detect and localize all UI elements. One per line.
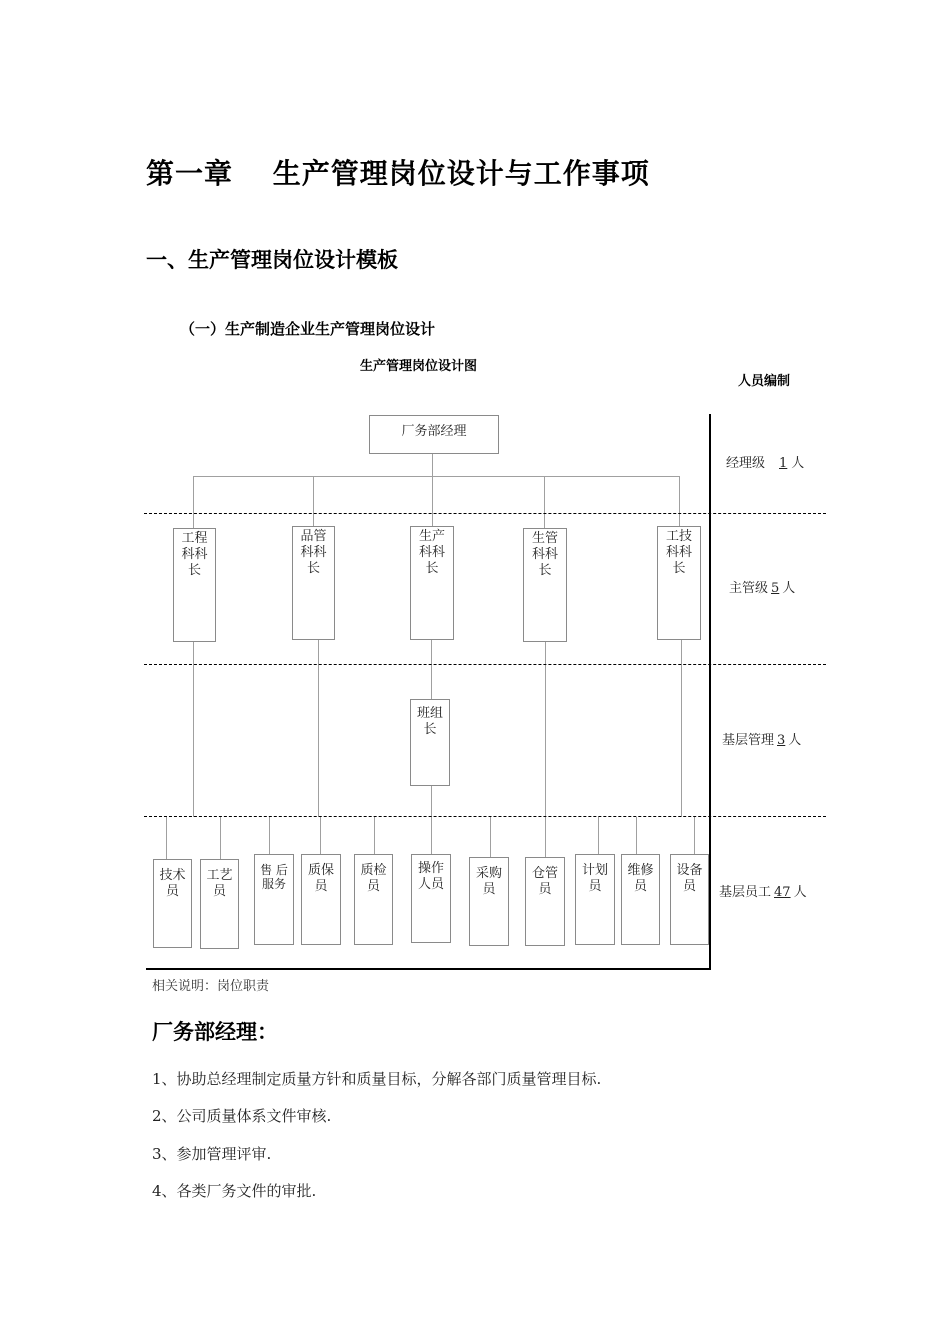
- org-node-supervisor: 工程科科长: [173, 528, 216, 642]
- duty-item: 1、协助总经理制定质量方针和质量目标，分解各部门质量管理目标.: [152, 1070, 602, 1088]
- connector-line: [636, 817, 637, 855]
- connector-line: [679, 476, 680, 527]
- connector-line: [193, 476, 194, 529]
- duty-item: 4、各类厂务文件的审批.: [152, 1182, 317, 1200]
- connector-line: [598, 817, 599, 855]
- connector-line: [193, 476, 679, 477]
- org-node-supervisor: 工技科科长: [657, 526, 701, 640]
- org-node-staff: 技术员: [153, 859, 192, 948]
- connector-line: [318, 639, 319, 817]
- connector-line: [166, 817, 167, 860]
- org-node-supervisor: 品管科科长: [292, 526, 335, 640]
- level-divider: [144, 816, 826, 817]
- connector-line: [694, 817, 695, 855]
- duty-item: 2、公司质量体系文件审核.: [152, 1107, 332, 1125]
- connector-line: [320, 817, 321, 855]
- org-node-staff: 售 后服务: [254, 854, 294, 945]
- connector-line: [220, 817, 221, 860]
- chart-frame-right: [709, 414, 711, 970]
- duty-item: 3、参加管理评审.: [152, 1145, 272, 1163]
- org-node-staff: 质检员: [354, 854, 393, 945]
- org-node-staff: 工艺员: [200, 859, 239, 949]
- org-node-staff: 设备员: [670, 854, 709, 945]
- chart-title: 生产管理岗位设计图: [360, 359, 478, 374]
- org-node-staff: 仓管员: [525, 857, 565, 946]
- org-node-staff: 维修员: [621, 854, 660, 945]
- staffing-level: 基层员工 47 人: [719, 885, 807, 900]
- level-divider: [144, 513, 826, 514]
- connector-line: [545, 817, 546, 858]
- section-title: 一、生产管理岗位设计模板: [146, 248, 398, 272]
- chapter-title: 第一章 生产管理岗位设计与工作事项: [146, 157, 650, 190]
- staffing-title: 人员编制: [738, 374, 791, 389]
- staffing-level: 主管级 5 人: [729, 581, 796, 596]
- connector-line: [545, 641, 546, 817]
- org-node-foreman: 班组长: [410, 699, 450, 786]
- connector-line: [313, 476, 314, 529]
- duty-heading: 厂务部经理：: [152, 1020, 278, 1044]
- connector-line: [432, 453, 433, 477]
- org-node-manager: 厂务部经理: [369, 415, 499, 454]
- level-divider: [144, 664, 826, 665]
- org-node-supervisor: 生产科科长: [410, 526, 454, 640]
- staffing-level: 经理级 1 人: [726, 456, 805, 471]
- connector-line: [374, 817, 375, 855]
- org-node-staff: 计划员: [575, 854, 615, 945]
- note-text: 相关说明：岗位职责: [152, 979, 270, 994]
- connector-line: [544, 476, 545, 529]
- connector-line: [431, 639, 432, 699]
- org-node-staff: 质保员: [301, 854, 341, 945]
- subsection-title: （一）生产制造企业生产管理岗位设计: [180, 320, 436, 338]
- connector-line: [681, 639, 682, 817]
- connector-line: [490, 817, 491, 858]
- connector-line: [431, 817, 432, 855]
- org-node-staff: 操作人员: [411, 854, 451, 943]
- staffing-level: 基层管理 3 人: [722, 733, 802, 748]
- org-node-staff: 采购员: [469, 857, 509, 946]
- connector-line: [193, 641, 194, 817]
- org-node-supervisor: 生管科科长: [523, 528, 567, 642]
- connector-line: [431, 785, 432, 817]
- chart-frame-bottom: [146, 968, 711, 970]
- connector-line: [432, 476, 433, 527]
- connector-line: [269, 817, 270, 855]
